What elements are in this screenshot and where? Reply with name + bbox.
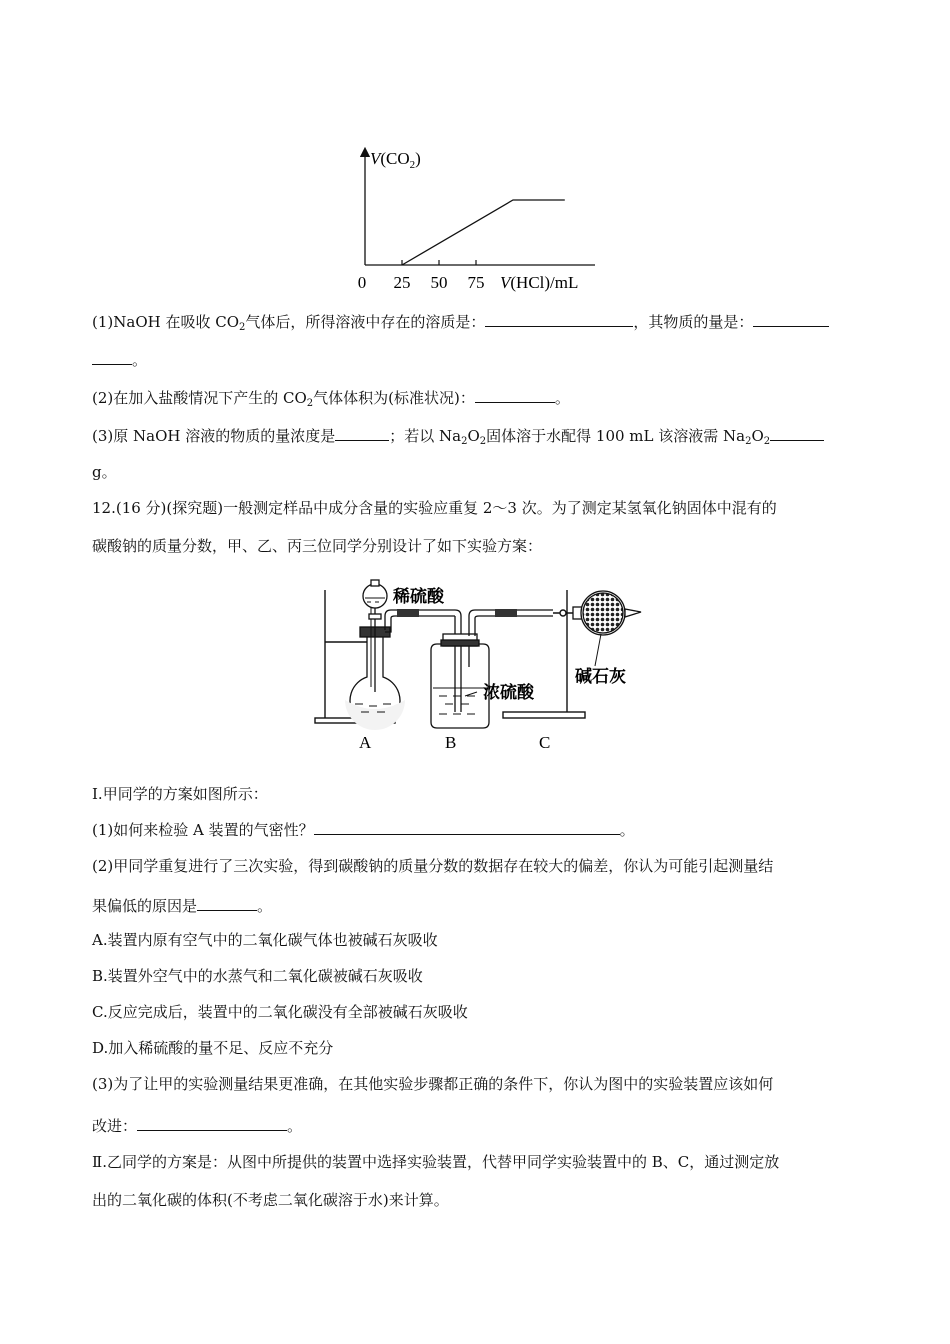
label-dilute-acid: 稀硫酸 xyxy=(393,587,444,607)
answer-blank-solute[interactable] xyxy=(485,310,633,327)
section-2-a: Ⅱ.乙同学的方案是：从图中所提供的装置中选择实验装置，代替甲同学实验装置中的 B、C，通过测定放 xyxy=(92,1153,780,1171)
x-axis-label: V(HCl)/mL xyxy=(500,273,579,292)
option-c: C.反应完成后，装置中的二氧化碳没有全部被碱石灰吸收 xyxy=(92,1003,468,1021)
series-line xyxy=(402,200,565,265)
s1-question-3a: (3)为了让甲的实验测量结果更准确，在其他实验步骤都正确的条件下，你认为图中的实验装置应该如何 xyxy=(92,1075,774,1093)
option-a: A.装置内原有空气中的二氧化碳气体也被碱石灰吸收 xyxy=(92,931,438,949)
label-soda-lime: 碱石灰 xyxy=(575,667,626,687)
q11-part3: (3)原 NaOH 溶液的物质的量浓度是 ；若以 $Na_2O_2$固体溶于水配得 100 mL 该溶液需 $Na_2O_2$ xyxy=(92,424,824,452)
q11-part3-cont: g。 xyxy=(92,463,117,481)
label-c: C xyxy=(539,733,551,752)
s1-question-2a: (2)甲同学重复进行了三次实验，得到碳酸钠的质量分数的数据存在较大的偏差，你认为可能引起测量结 xyxy=(92,857,774,875)
co2-volume-graph xyxy=(340,140,610,300)
x-tick-label: 25 xyxy=(393,273,411,292)
s1-question-2b: 果偏低的原因是 。 xyxy=(92,894,272,916)
q11-part1-cont: 。 xyxy=(92,348,147,370)
option-d: D.加入稀硫酸的量不足、反应不充分 xyxy=(92,1039,334,1057)
label-a: A xyxy=(359,733,372,752)
q11-part2: (2)在加入盐酸情况下产生的 $CO_2$气体体积为(标准状况)： 。 xyxy=(92,386,570,414)
answer-blank-airtightness[interactable] xyxy=(314,818,620,835)
bottle-b xyxy=(431,634,489,728)
q12-intro-1: 12.(16 分)(探究题)一般测定样品中成分含量的实验应重复 2～3 次。为了测定某氢氧化钠固体中混有的 xyxy=(92,499,777,517)
s1-question-3b: 改进： 。 xyxy=(92,1114,302,1136)
drying-tube-c xyxy=(573,591,641,635)
answer-blank-concentration[interactable] xyxy=(335,424,389,441)
answer-blank-volume[interactable] xyxy=(475,386,555,403)
section-2-b: 出的二氧化碳的体积(不考虑二氧化碳溶于水)来计算。 xyxy=(92,1191,449,1209)
q12-intro-2: 碳酸钠的质量分数，甲、乙、丙三位同学分别设计了如下实验方案： xyxy=(92,537,543,555)
tube-a-b xyxy=(385,610,455,630)
s1-question-1: (1)如何来检验 A 装置的气密性？ 。 xyxy=(92,818,635,840)
rubber-joint-1 xyxy=(397,609,419,617)
q11-part1: (1)NaOH 在吸收 $CO_2$气体后，所得溶液中存在的溶质是： ，其物质的量是： xyxy=(92,310,829,338)
answer-blank-amount[interactable] xyxy=(753,310,829,327)
rubber-joint-2 xyxy=(495,609,517,617)
answer-blank-amount-cont[interactable] xyxy=(92,348,132,365)
x-tick-label: 75 xyxy=(467,273,485,292)
section-1-title: Ⅰ.甲同学的方案如图所示： xyxy=(92,785,268,803)
y-axis-label: $V(CO_2)$ xyxy=(370,149,421,171)
apparatus-diagram xyxy=(305,572,655,757)
label-b: B xyxy=(445,733,457,752)
origin-label: 0 xyxy=(357,273,367,292)
option-b: B.装置外空气中的水蒸气和二氧化碳被碱石灰吸收 xyxy=(92,967,423,985)
answer-blank-mass[interactable] xyxy=(770,424,824,441)
x-tick-label: 50 xyxy=(430,273,448,292)
answer-blank-reason[interactable] xyxy=(197,894,257,911)
answer-blank-improvement[interactable] xyxy=(137,1114,287,1131)
label-conc-acid: 浓硫酸 xyxy=(483,683,534,703)
